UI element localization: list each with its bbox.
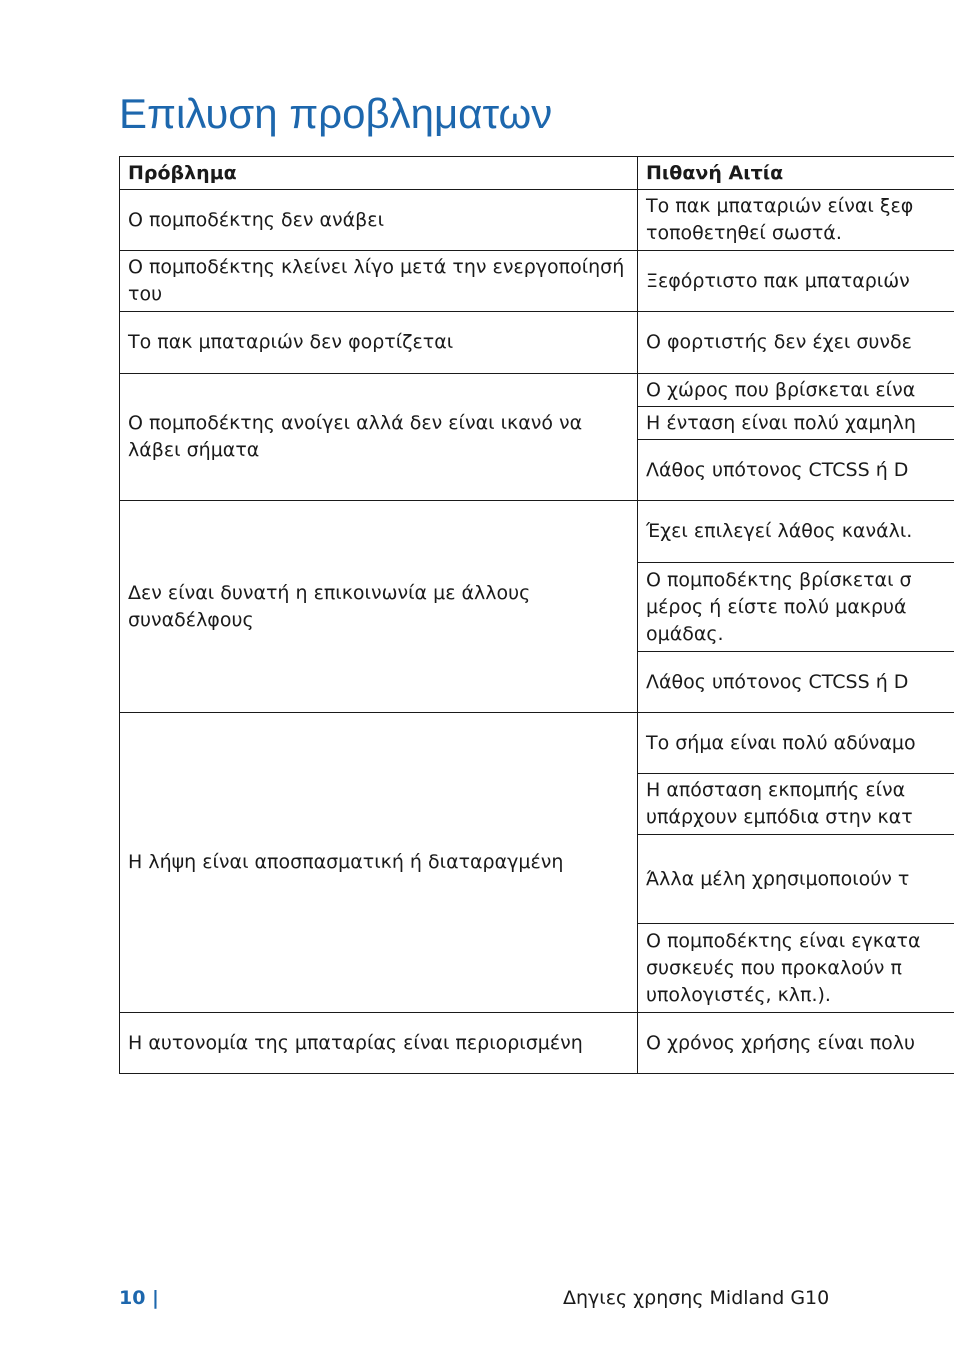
cause-line: Ο πομποδέκτης βρίσκεται σ μέρος ή είστε πολύ μακρυά ομάδας. bbox=[646, 568, 912, 645]
cause-cell: Έχει επιλεγεί λάθος κανάλι. bbox=[638, 501, 954, 563]
header-problem: Πρόβλημα bbox=[120, 157, 638, 190]
cause-cell: Ξεφόρτιστο πακ μπαταριών bbox=[638, 251, 954, 312]
table-row bbox=[120, 374, 954, 407]
problem-cell: Ο πομποδέκτης κλείνει λίγο μετά την ενεργοποίησή του bbox=[120, 251, 638, 312]
problem-cell: Το πακ μπαταριών δεν φορτίζεται bbox=[120, 312, 638, 374]
page-title: Επιλυση προβληματων bbox=[119, 90, 553, 137]
cause-cell: Λάθος υπότονος CTCSS ή D bbox=[638, 652, 954, 713]
cause-cell: Το σήμα είναι πολύ αδύναμο bbox=[638, 713, 954, 774]
cause-cell: Ο χώρος που βρίσκεται είνα bbox=[638, 374, 954, 407]
problem-cell: Δεν είναι δυνατή η επικοινωνία με άλλους συναδέλφους bbox=[120, 501, 638, 713]
cause-line: Η απόσταση εκπομπής είνα υπάρχουν εμπόδια στην κατ bbox=[646, 779, 913, 828]
cause-cell bbox=[638, 924, 954, 1013]
cause-cell: Λάθος υπότονος CTCSS ή D bbox=[638, 440, 954, 501]
problem-cell: Ο πομποδέκτης ανοίγει αλλά δεν είναι ικανό να λάβει σήματα bbox=[120, 374, 638, 501]
cause-cell: Άλλα μέλη χρησιμοποιούν τ bbox=[638, 835, 954, 924]
header-cause: Πιθανή Αιτία bbox=[638, 157, 954, 190]
table-row bbox=[120, 190, 954, 251]
cause-cell bbox=[638, 774, 954, 835]
cause-line: Το πακ μπαταριών είναι ξεφ τοποθετηθεί σωστά. bbox=[646, 195, 914, 244]
table-row bbox=[120, 251, 954, 312]
table-row bbox=[120, 1013, 954, 1074]
cause-cell bbox=[638, 563, 954, 652]
table-header-row bbox=[120, 157, 954, 190]
cause-cell: Η ένταση είναι πολύ χαμηλη bbox=[638, 407, 954, 440]
problem-cell: Ο πομποδέκτης δεν ανάβει bbox=[120, 190, 638, 251]
problem-cell: Η λήψη είναι αποσπασματική ή διαταραγμένη bbox=[120, 713, 638, 1013]
cause-line: Ο πομποδέκτης είναι εγκατα συσκευές που προκαλούν π υπολογιστές, κλπ.). bbox=[646, 929, 921, 1006]
troubleshooting-table bbox=[119, 156, 954, 1074]
problem-cell: Η αυτονομία της μπαταρίας είναι περιορισμένη bbox=[120, 1013, 638, 1074]
cause-cell bbox=[638, 190, 954, 251]
table-row bbox=[120, 713, 954, 774]
page-number: 10 | bbox=[119, 1287, 159, 1309]
cause-cell: Ο φορτιστής δεν έχει συνδε bbox=[638, 312, 954, 374]
table-row bbox=[120, 501, 954, 563]
cause-cell: Ο χρόνος χρήσης είναι πολυ bbox=[638, 1013, 954, 1074]
table-row bbox=[120, 312, 954, 374]
document-title: Δηγιες χρησης Midland G10 bbox=[563, 1287, 830, 1309]
